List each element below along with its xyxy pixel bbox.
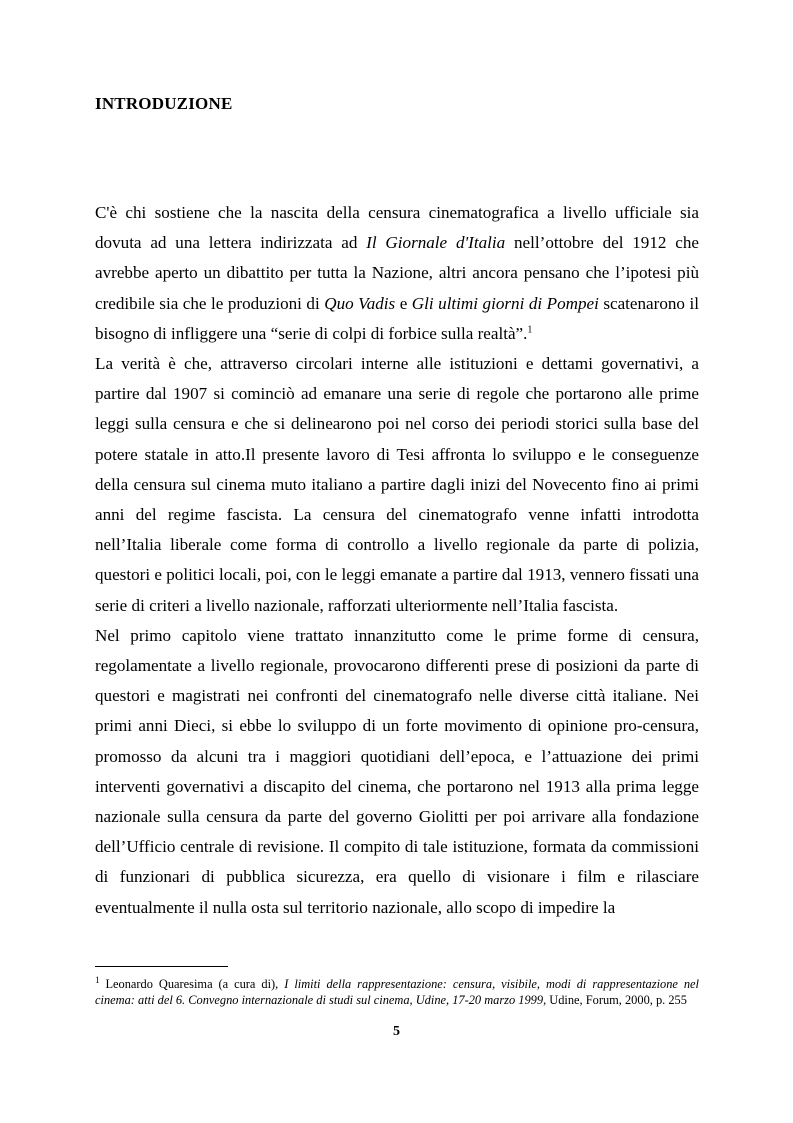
p1-text-3: e xyxy=(395,293,412,313)
chapter-heading: INTRODUZIONE xyxy=(95,94,233,113)
page-number: 5 xyxy=(393,1024,400,1039)
footnote-text-1: Leonardo Quaresima (a cura di), xyxy=(99,977,285,991)
paragraph-1 xyxy=(95,198,699,349)
footnote-title: I limiti della rappresentazione: censura, visibile, modi di rappresentazione nel cinema: atti del 6. Convegno internazionale di studi sul cinema, Udine, 17-20 marzo 1999 xyxy=(95,977,699,1007)
p1-title-giornale: Il Giornale d'Italia xyxy=(366,233,506,253)
paragraph-2: La verità è che, attraverso circolari interne alle istituzioni e dettami governativi, a partire dal 1907 si cominciò ad emanare una serie di regole che portarono alle prime leggi sulla censura e che si delinearono poi nel corso dei periodi storici sulla base del potere statale in atto.Il presente lavoro di Tesi affronta lo sviluppo e le conseguenze della censura sul cinema muto italiano a partire dagli inizi del Novecento fino ai primi anni del regime fascista. La censura del cinematografo venne infatti introdotta nell’Italia liberale come forma di controllo a livello regionale da parte di polizia, questori e politici locali, poi, con le leggi emanate a partire dal 1913, vennero fissati una serie di criteri a livello nazionale, rafforzati ulteriormente nell’Italia fascista. xyxy=(95,354,699,615)
body-text xyxy=(95,198,699,923)
p1-text-1: C'è chi sostiene che la nascita della censura cinematografica a livello ufficiale sia dovuta ad una lettera indirizzata ad xyxy=(95,203,699,253)
p1-title-pompei: Gli ultimi giorni di Pompei xyxy=(411,293,599,313)
footnote-separator xyxy=(95,966,228,967)
p1-title-quo-vadis: Quo Vadis xyxy=(324,293,396,313)
p1-text-2: nell’ottobre del 1912 che avrebbe aperto un dibattito per tutta la Nazione, altri ancora pensano che l’ipotesi più credibile sia che le produzioni di xyxy=(95,233,699,313)
footnote-text-2: , Udine, Forum, 2000, p. 255 xyxy=(543,993,687,1007)
footnote-reference[interactable]: 1 xyxy=(527,324,533,336)
p1-text-4: scatenarono il bisogno di infliggere una “serie di colpi di forbice sulla realtà”. xyxy=(95,293,699,343)
footnote-number: 1 xyxy=(95,974,100,985)
paragraph-3: Nel primo capitolo viene trattato innanzitutto come le prime forme di censura, regolamentate a livello regionale, provocarono differenti prese di posizioni da parte di questori e magistrati nei confronti del cinematografo nelle diverse città italiane. Nei primi anni Dieci, si ebbe lo sviluppo di un forte movimento di opinione pro-censura, promosso da alcuni tra i maggiori quotidiani dell’epoca, e l’attuazione dei primi interventi governativi a discapito del cinema, che portarono nel 1913 alla prima legge nazionale sulla censura da parte del governo Giolitti per poi arrivare alla fondazione dell’Ufficio centrale di revisione. Il compito di tale istituzione, formata da commissioni di funzionari di pubblica sicurezza, era quello di visionare i film e rilasciare eventualmente il nulla osta sul territorio nazionale, allo scopo di impedire la xyxy=(95,625,699,917)
footnote xyxy=(95,976,699,1008)
